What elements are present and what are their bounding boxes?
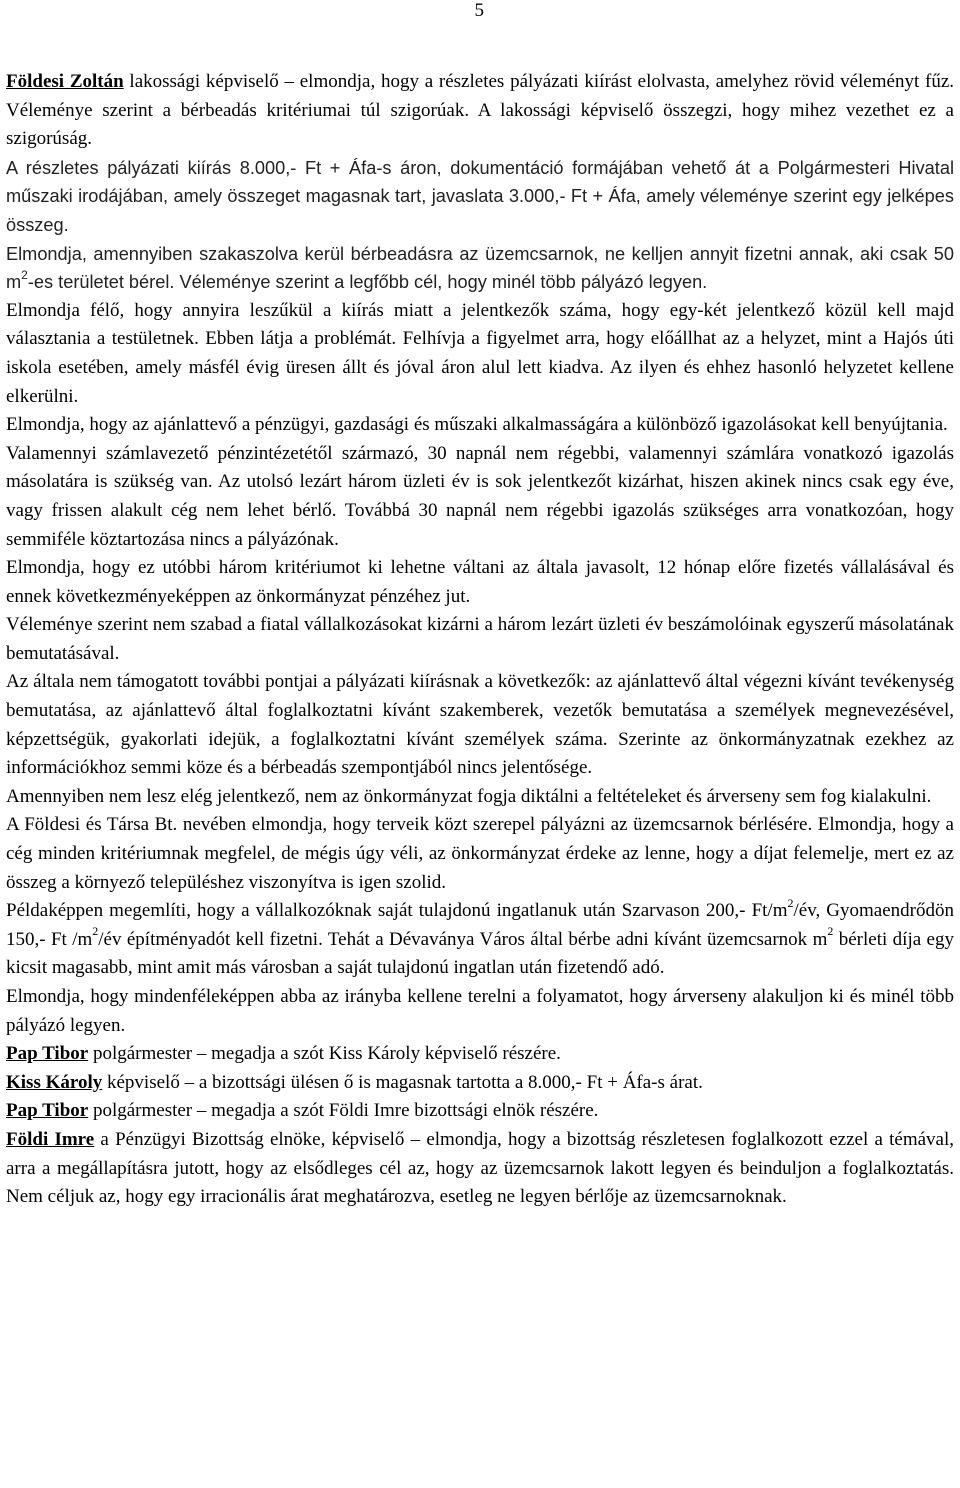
paragraph-text: a Pénzügyi Bizottság elnöke, képviselő – elmondja, hogy a bizottság részletesen foglalkozott ezzel a témával, arra a megállapításra jutott, hogy az elsődleges cél az, hogy az üzemcsarnok lakott legyen és beinduljon a foglalkoztatás. Nem céljuk az, hogy egy irracionális árat meghatározva, esetleg ne legyen bérlője az üzemcsarnoknak.	[6, 1128, 954, 1208]
paragraph-foldi-imre	[6, 1126, 954, 1212]
paragraph-young-businesses	[6, 611, 954, 668]
paragraph-text: A Földesi és Társa Bt. nevében elmondja, hogy terveik közt szerepel pályázni az üzemcsarnok bérlésére. Elmondja, hogy a cég minden kritériumnak megfelel, de mégis úgy véli, az önkormányzat érdeke az lenne, hogy a díjat felemelje, mert ez az összeg a környező településhez viszonyítva is igen szolid.	[6, 814, 954, 893]
paragraph-text: -es területet bérel. Véleménye szerint a legfőbb cél, hogy minél több pályázó legyen.	[27, 272, 708, 293]
paragraph-suitability	[6, 411, 954, 440]
paragraph-text: Elmondja, hogy az ajánlattevő a pénzügyi, gazdasági és műszaki alkalmasságára a különböző igazolásokat kell benyújtania.	[6, 414, 948, 436]
paragraph-text: Elmondja, hogy ez utóbbi három kritériumot ki lehetne váltani az általa javasolt, 12 hónap előre fizetés vállalásával és ennek következményeképpen az önkormányzat pénzéhez jut.	[6, 557, 954, 607]
paragraph-text: Elmondja félő, hogy annyira leszűkül a kiírás miatt a jelentkezők száma, hogy egy-két jelentkező közül kell majd választania a testületnek. Ebben látja a problémát. Felhívja a figyelmet arra, hogy előállhat az a helyzet, mint a Hajós úti iskola esetében, amely másfél évig üresen állt és jóval áron alul lett kiadva. Az ilyen és ehhez hasonló helyzetet kellene elkerülni.	[6, 299, 954, 407]
paragraph-text: Példaképpen megemlíti, hogy a vállalkozóknak saját tulajdonú ingatlanuk után Szarvason 200,- Ft/m	[6, 900, 788, 922]
paragraph-concern	[6, 297, 954, 411]
document-body	[6, 68, 954, 1212]
speaker-name: Kiss Károly	[6, 1071, 103, 1093]
paragraph-text: Véleménye szerint nem szabad a fiatal vállalkozásokat kizárni a három lezárt üzleti év beszámolóinak egyszerű másolatának bemutatásával.	[6, 614, 954, 664]
speaker-name: Pap Tibor	[6, 1100, 89, 1122]
paragraph-text: Valamennyi számlavezető pénzintézetétől származó, 30 napnál nem régebbi, valamennyi számlára vonatkozó igazolás másolatára is szükség van. Az utolsó lezárt három üzleti év is sok jelentkezőt kizárhat, hiszen akinek nincs csak egy éve, vagy frissen alakult cég nem lehet bérlő. Továbbá 30 napnál nem régebbi igazolás szükséges arra vonatkozóan, hogy semmiféle köztartozása nincs a pályázónak.	[6, 442, 954, 550]
paragraph-text: bérleti díja egy kicsit magasabb, mint amit más városban a saját tulajdonú ingatlan után fizetendő adó.	[6, 928, 954, 979]
paragraph-text: Elmondja, hogy mindenféleképpen abba az irányba kellene terelni a folyamatot, hogy árverseny alakuljon ki és minél több pályázó legyen.	[6, 986, 954, 1036]
superscript: 2	[92, 924, 99, 939]
paragraph-text: /év építményadót kell fizetni. Tehát a Dévaványa Város által bérbe adni kívánt üzemcsarnok m	[98, 928, 828, 950]
paragraph-auction	[6, 983, 954, 1040]
paragraph-bank-certificates	[6, 440, 954, 554]
paragraph-kiss-karoly	[6, 1069, 954, 1098]
paragraph-unsupported-points	[6, 668, 954, 782]
paragraph-sections	[6, 240, 954, 297]
paragraph-foldesi-intro	[6, 68, 954, 154]
speaker-name: Földi Imre	[6, 1128, 95, 1150]
paragraph-text: képviselő – a bizottsági ülésen ő is magasnak tartotta a 8.000,- Ft + Áfa-s árat.	[102, 1071, 703, 1093]
paragraph-prepayment	[6, 554, 954, 611]
paragraph-text: Elmondja, amennyiben szakaszolva kerül bérbeadásra az üzemcsarnok, ne kelljen annyit fizetni annak, aki csak 50 m	[6, 243, 954, 293]
superscript: 2	[787, 895, 794, 910]
superscript: 2	[21, 268, 28, 283]
paragraph-text: Amennyiben nem lesz elég jelentkező, nem az önkormányzat fogja diktálni a feltételeket és árverseny sem fog kialakulni.	[6, 785, 932, 807]
superscript: 2	[827, 924, 834, 939]
paragraph-pap-tibor-1	[6, 1040, 954, 1069]
paragraph-text: polgármester – megadja a szót Kiss Károly képviselő részére.	[88, 1043, 561, 1065]
paragraph-text: /év, Gyomaendrődön 150,- Ft /m	[6, 900, 954, 950]
speaker-name: Pap Tibor	[6, 1043, 89, 1065]
paragraph-text: Az általa nem támogatott további pontjai a pályázati kiírásnak a következők: az ajánlattevő által végezni kívánt tevékenység bemutatása, az ajánlattevő által foglalkoztatni kívánt szakemberek, vezetők bemutatása a személyek megnevezésével, képzettségük, gyakorlati idejük, a foglalkoztatni kívánt személyek száma. Szerinte az önkormányzatnak ezekhez az információkhoz semmi köze és a bérbeadás szempontjából nincs jelentősége.	[6, 671, 954, 779]
paragraph-pap-tibor-2	[6, 1097, 954, 1126]
paragraph-company	[6, 811, 954, 897]
speaker-name: Földesi Zoltán	[6, 71, 124, 92]
paragraph-tax-example	[6, 897, 954, 983]
paragraph-text: lakossági képviselő – elmondja, hogy a részletes pályázati kiírást elolvasta, amelyhez rövid véleményt fűz. Véleménye szerint a bérbeadás kritériumai túl szigorúak. A lakossági képviselő összegzi, hogy mihez vezethet ez a szigorúság.	[6, 71, 955, 150]
page-number-text: 5	[474, 0, 484, 21]
paragraph-competition	[6, 783, 954, 812]
paragraph-text: polgármester – megadja a szót Földi Imre bizottsági elnök részére.	[88, 1100, 599, 1122]
paragraph-text: A részletes pályázati kiírás 8.000,- Ft + Áfa-s áron, dokumentáció formájában vehető át a Polgármesteri Hivatal műszaki irodájában, amely összeget magasnak tart, javaslata 3.000,- Ft + Áfa, amely véleménye szerint egy jelképes összeg.	[6, 157, 954, 235]
paragraph-fee	[6, 154, 954, 240]
